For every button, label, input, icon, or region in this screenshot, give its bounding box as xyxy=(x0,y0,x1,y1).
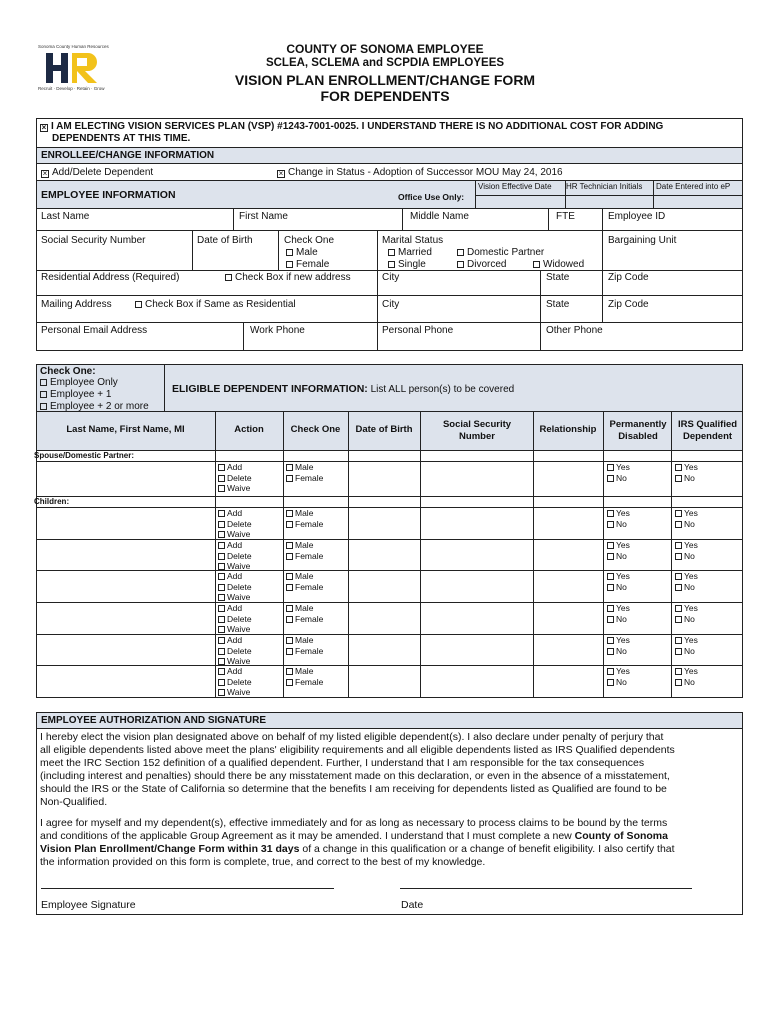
gender-check-label: Check One xyxy=(284,235,335,246)
dep1-gender-female[interactable]: Female xyxy=(286,519,323,529)
dep5-disabled-no-checkbox[interactable] xyxy=(607,648,614,655)
dep5-action-delete[interactable]: Delete xyxy=(218,646,252,656)
dep5-gender-male-checkbox[interactable] xyxy=(286,637,293,644)
dep3-disabled-no-checkbox[interactable] xyxy=(607,584,614,591)
dep3-disabled-yes[interactable]: Yes xyxy=(607,571,630,581)
dep5-ssn-field[interactable] xyxy=(421,635,532,665)
logo-tagline-top: Sonoma County Human Resources xyxy=(38,44,109,49)
dep3-action-add[interactable]: Add xyxy=(218,571,242,581)
mailing-city-field[interactable]: City xyxy=(382,299,400,310)
election-checkbox[interactable]: × xyxy=(41,123,47,132)
dep6-disabled-yes-checkbox[interactable] xyxy=(607,668,614,675)
dep0-action-add[interactable]: Add xyxy=(218,462,242,472)
marital-domestic-partner[interactable]: Domestic Partner xyxy=(457,247,544,259)
first-name-field[interactable]: First Name xyxy=(239,211,288,222)
dep3-disabled-yes-checkbox[interactable] xyxy=(607,573,614,580)
signature-label: Employee Signature xyxy=(41,899,136,911)
dep0-irs-qualified-yes[interactable]: Yes xyxy=(675,462,698,472)
signature-line[interactable] xyxy=(41,888,334,889)
dep2-irs-qualified-no[interactable]: No xyxy=(675,551,695,561)
office-col-1: Vision Effective Date xyxy=(478,182,552,191)
new-address-option[interactable]: Check Box if new address xyxy=(225,272,351,284)
dep6-disabled-no[interactable]: No xyxy=(607,677,627,687)
dep6-irs-qualified-yes[interactable]: Yes xyxy=(675,666,698,676)
dep5-action-waive[interactable]: Waive xyxy=(218,656,250,666)
dep0-action-delete[interactable]: Delete xyxy=(218,473,252,483)
dep6-dob-field[interactable] xyxy=(349,666,419,696)
dep3-gender-male-checkbox[interactable] xyxy=(286,573,293,580)
bargaining-unit-field[interactable]: Bargaining Unit xyxy=(608,235,677,246)
dep0-gender-female[interactable]: Female xyxy=(286,473,323,483)
residential-city-field[interactable]: City xyxy=(382,272,400,283)
dep4-gender-male[interactable]: Male xyxy=(286,603,313,613)
dep4-dob-field[interactable] xyxy=(349,603,419,633)
dep6-gender-male[interactable]: Male xyxy=(286,666,313,676)
election-text-1: I AM ELECTING VISION SERVICES PLAN (VSP) #1243-7001-0025. I UNDERSTAND THERE IS NO ADDITIONAL COST FOR ADDING xyxy=(51,121,664,132)
dep3-action-waive-checkbox[interactable] xyxy=(218,594,225,601)
dep0-disabled-no[interactable]: No xyxy=(607,473,627,483)
other-phone-field[interactable]: Other Phone xyxy=(546,325,603,336)
dep3-dob-field[interactable] xyxy=(349,571,419,601)
page-subtitle: FOR DEPENDENTS xyxy=(320,88,450,104)
dep3-irs-qualified-no[interactable]: No xyxy=(675,582,695,592)
marital-divorced[interactable]: Divorced xyxy=(457,259,506,271)
dep3-action-delete[interactable]: Delete xyxy=(218,582,252,592)
residential-state-field[interactable]: State xyxy=(546,272,570,283)
page-title: VISION PLAN ENROLLMENT/CHANGE FORM xyxy=(234,72,536,88)
dep5-disabled-no[interactable]: No xyxy=(607,646,627,656)
gender-female[interactable]: Female xyxy=(286,259,329,271)
personal-phone-field[interactable]: Personal Phone xyxy=(382,325,454,336)
office-col-3: Date Entered into eP xyxy=(656,182,731,191)
female-checkbox[interactable] xyxy=(286,261,293,268)
dep1-action-add-checkbox[interactable] xyxy=(218,510,225,517)
dep0-name-field[interactable] xyxy=(37,462,214,492)
residential-address-field[interactable]: Residential Address (Required) xyxy=(41,272,180,283)
add-delete-checkbox[interactable]: × xyxy=(42,169,48,178)
dep6-irs-qualified-no-checkbox[interactable] xyxy=(675,679,682,686)
dep4-action-add-checkbox[interactable] xyxy=(218,605,225,612)
add-delete-option[interactable]: × Add/Delete Dependent xyxy=(42,167,154,178)
col-name: Last Name, First Name, MI xyxy=(66,424,185,435)
dep4-irs-qualified-no-checkbox[interactable] xyxy=(675,616,682,623)
dep0-irs-qualified-no[interactable]: No xyxy=(675,473,695,483)
dep2-irs-qualified-yes[interactable]: Yes xyxy=(675,540,698,550)
dep6-action-waive-checkbox[interactable] xyxy=(218,689,225,696)
date-label: Date xyxy=(401,899,424,911)
mailing-address-field[interactable]: Mailing Address xyxy=(41,299,112,310)
dep1-gender-male[interactable]: Male xyxy=(286,508,313,518)
marital-married[interactable]: Married xyxy=(388,247,432,259)
dep6-gender-female[interactable]: Female xyxy=(286,677,323,687)
dep4-irs-qualified-no[interactable]: No xyxy=(675,614,695,624)
dep4-disabled-no[interactable]: No xyxy=(607,614,627,624)
col-disabled: Permanently Disabled xyxy=(609,419,667,442)
dep0-gender-female-checkbox[interactable] xyxy=(286,475,293,482)
dep1-dob-field[interactable] xyxy=(349,508,419,538)
dep3-irs-qualified-yes[interactable]: Yes xyxy=(675,571,698,581)
dep1-irs-qualified-no[interactable]: No xyxy=(675,519,695,529)
dep1-name-field[interactable] xyxy=(37,508,214,538)
dep6-irs-qualified-yes-checkbox[interactable] xyxy=(675,668,682,675)
marital-status-label: Marital Status xyxy=(382,235,444,246)
dep4-action-add[interactable]: Add xyxy=(218,603,242,613)
dep0-ssn-field[interactable] xyxy=(421,462,532,492)
dep1-irs-qualified-yes-checkbox[interactable] xyxy=(675,510,682,517)
email-field[interactable]: Personal Email Address xyxy=(41,325,148,336)
dep5-irs-qualified-yes[interactable]: Yes xyxy=(675,635,698,645)
dep2-disabled-no-checkbox[interactable] xyxy=(607,553,614,560)
same-as-residential-option[interactable]: Check Box if Same as Residential xyxy=(135,299,296,311)
dep5-relationship-field[interactable] xyxy=(534,635,602,665)
employee-info-title: EMPLOYEE INFORMATION xyxy=(41,189,176,201)
dep6-gender-male-checkbox[interactable] xyxy=(286,668,293,675)
dep0-relationship-field[interactable] xyxy=(534,462,602,492)
dep5-action-waive-checkbox[interactable] xyxy=(218,658,225,665)
dep5-name-field[interactable] xyxy=(37,635,214,665)
dep0-gender-male-checkbox[interactable] xyxy=(286,464,293,471)
col-action: Action xyxy=(234,424,264,435)
coverage-employee-plus-one[interactable]: Employee + 1 xyxy=(40,389,111,401)
coverage-employee-only[interactable]: Employee Only xyxy=(40,377,118,389)
dep0-irs-qualified-yes-checkbox[interactable] xyxy=(675,464,682,471)
dep1-disabled-no-checkbox[interactable] xyxy=(607,521,614,528)
divorced-checkbox[interactable] xyxy=(457,261,464,268)
dep3-irs-qualified-no-checkbox[interactable] xyxy=(675,584,682,591)
dep5-gender-female[interactable]: Female xyxy=(286,646,323,656)
dep4-ssn-field[interactable] xyxy=(421,603,532,633)
employee-only-checkbox[interactable] xyxy=(40,379,47,386)
dep2-irs-qualified-yes-checkbox[interactable] xyxy=(675,542,682,549)
dep6-irs-qualified-no[interactable]: No xyxy=(675,677,695,687)
dep6-action-delete[interactable]: Delete xyxy=(218,677,252,687)
dep3-gender-male[interactable]: Male xyxy=(286,571,313,581)
dep4-disabled-yes-checkbox[interactable] xyxy=(607,605,614,612)
dep1-action-delete-checkbox[interactable] xyxy=(218,521,225,528)
dep5-gender-male[interactable]: Male xyxy=(286,635,313,645)
employee-plus-two-checkbox[interactable] xyxy=(40,403,47,410)
residential-zip-field[interactable]: Zip Code xyxy=(608,272,649,283)
dep4-gender-male-checkbox[interactable] xyxy=(286,605,293,612)
mailing-zip-field[interactable]: Zip Code xyxy=(608,299,649,310)
dep1-irs-qualified-yes[interactable]: Yes xyxy=(675,508,698,518)
dep1-relationship-field[interactable] xyxy=(534,508,602,538)
change-status-checkbox[interactable]: × xyxy=(278,169,284,178)
dep3-name-field[interactable] xyxy=(37,571,214,601)
dep2-dob-field[interactable] xyxy=(349,540,419,570)
dep6-gender-female-checkbox[interactable] xyxy=(286,679,293,686)
dep2-action-delete[interactable]: Delete xyxy=(218,551,252,561)
male-checkbox[interactable] xyxy=(286,249,293,256)
dep4-action-delete[interactable]: Delete xyxy=(218,614,252,624)
dob-field[interactable]: Date of Birth xyxy=(197,235,253,246)
dep2-action-add[interactable]: Add xyxy=(218,540,242,550)
dep6-disabled-no-checkbox[interactable] xyxy=(607,679,614,686)
dep2-gender-female[interactable]: Female xyxy=(286,551,323,561)
fte-field[interactable]: FTE xyxy=(556,211,575,222)
col-ssn: Social Security Number xyxy=(442,419,512,442)
dep1-disabled-yes-checkbox[interactable] xyxy=(607,510,614,517)
dep6-name-field[interactable] xyxy=(37,666,214,696)
dep4-irs-qualified-yes[interactable]: Yes xyxy=(675,603,698,613)
new-address-checkbox[interactable] xyxy=(225,274,232,281)
dep1-gender-male-checkbox[interactable] xyxy=(286,510,293,517)
dep5-action-add[interactable]: Add xyxy=(218,635,242,645)
dep4-name-field[interactable] xyxy=(37,603,214,633)
dep2-action-waive[interactable]: Waive xyxy=(218,561,250,571)
dep1-gender-female-checkbox[interactable] xyxy=(286,521,293,528)
dep4-action-waive[interactable]: Waive xyxy=(218,624,250,634)
dep4-disabled-no-checkbox[interactable] xyxy=(607,616,614,623)
single-checkbox[interactable] xyxy=(388,261,395,268)
dep2-ssn-field[interactable] xyxy=(421,540,532,570)
election-text-2: DEPENDENTS AT THIS TIME. xyxy=(52,133,191,144)
dep2-relationship-field[interactable] xyxy=(534,540,602,570)
dep4-relationship-field[interactable] xyxy=(534,603,602,633)
dep1-action-add[interactable]: Add xyxy=(218,508,242,518)
dep5-irs-qualified-yes-checkbox[interactable] xyxy=(675,637,682,644)
dep0-dob-field[interactable] xyxy=(349,462,419,492)
dep5-irs-qualified-no[interactable]: No xyxy=(675,646,695,656)
authorization-paragraph-1: I hereby elect the vision plan designated above on behalf of my listed eligible dependent(s). I also declare under penalty of perjury that all eligible dependents listed above meet the plans' eligibility requirements and all eligible dependents listed as IRS Qualified dependents meet the IRC Section 152 definition of a qualified dependent. Further, I understand that I am responsible for the tax consequences (including interest and penalties) should there be any misstatement made on this declaration, or even in the absence of a misstatement, should the IRS or the State of California so determine that the benefits I am receiving for dependents listed as Qualified are found to be Non-Qualified. xyxy=(40,731,675,808)
dep0-action-waive-checkbox[interactable] xyxy=(218,485,225,492)
dep3-disabled-no[interactable]: No xyxy=(607,582,627,592)
work-phone-field[interactable]: Work Phone xyxy=(250,325,305,336)
dep3-action-add-checkbox[interactable] xyxy=(218,573,225,580)
coverage-check-label: Check One: xyxy=(40,366,96,377)
logo-tagline-bottom: Recruit · Develop · Retain · Grow xyxy=(38,86,105,91)
middle-name-field[interactable]: Middle Name xyxy=(410,211,469,222)
dep6-action-add-checkbox[interactable] xyxy=(218,668,225,675)
header-line1: COUNTY OF SONOMA EMPLOYEE xyxy=(286,42,484,56)
dep3-irs-qualified-yes-checkbox[interactable] xyxy=(675,573,682,580)
dep3-gender-female[interactable]: Female xyxy=(286,582,323,592)
dep2-gender-male[interactable]: Male xyxy=(286,540,313,550)
enrollee-section-title: ENROLLEE/CHANGE INFORMATION xyxy=(41,150,215,161)
dep4-gender-female[interactable]: Female xyxy=(286,614,323,624)
header-line2: SCLEA, SCLEMA and SCPDIA EMPLOYEES xyxy=(265,57,505,69)
dep0-disabled-no-checkbox[interactable] xyxy=(607,475,614,482)
dep6-disabled-yes[interactable]: Yes xyxy=(607,666,630,676)
dep3-action-delete-checkbox[interactable] xyxy=(218,584,225,591)
marital-single[interactable]: Single xyxy=(388,259,426,271)
dep3-ssn-field[interactable] xyxy=(421,571,532,601)
dep4-gender-female-checkbox[interactable] xyxy=(286,616,293,623)
dep6-action-waive[interactable]: Waive xyxy=(218,687,250,697)
dep1-action-delete[interactable]: Delete xyxy=(218,519,252,529)
col-irs-qualified: IRS Qualified Dependent xyxy=(677,419,738,442)
dep0-action-waive[interactable]: Waive xyxy=(218,483,250,493)
employee-id-field[interactable]: Employee ID xyxy=(608,211,666,222)
dep0-gender-male[interactable]: Male xyxy=(286,462,313,472)
dep4-irs-qualified-yes-checkbox[interactable] xyxy=(675,605,682,612)
dep1-disabled-yes[interactable]: Yes xyxy=(607,508,630,518)
change-status-option[interactable]: × Change in Status - Adoption of Successor MOU May 24, 2016 xyxy=(278,167,563,178)
dep5-action-delete-checkbox[interactable] xyxy=(218,648,225,655)
dep3-gender-female-checkbox[interactable] xyxy=(286,584,293,591)
vision-effective-date-field[interactable] xyxy=(476,196,564,207)
col-dob: Date of Birth xyxy=(355,424,413,435)
dep1-irs-qualified-no-checkbox[interactable] xyxy=(675,521,682,528)
mailing-state-field[interactable]: State xyxy=(546,299,570,310)
dep2-irs-qualified-no-checkbox[interactable] xyxy=(675,553,682,560)
dep1-ssn-field[interactable] xyxy=(421,508,532,538)
dep2-gender-female-checkbox[interactable] xyxy=(286,553,293,560)
same-as-residential-checkbox[interactable] xyxy=(135,301,142,308)
gender-male[interactable]: Male xyxy=(286,247,318,259)
authorization-paragraph-2: I agree for myself and my dependent(s), effective immediately and for as long as necessary to process claims to be bound by the terms and conditions of the applicable Group Agreement as it may be amended. I understand that I must complete a new County of Sonoma Vision Plan Enrollment/Change Form within 31 days of a change in this qualification or a change of benefit eligibility. I also certify that the information provided on this form is complete, true, and correct to the best of my knowledge. xyxy=(40,817,675,868)
dep2-action-add-checkbox[interactable] xyxy=(218,542,225,549)
domestic-partner-checkbox[interactable] xyxy=(457,249,464,256)
col-relationship: Relationship xyxy=(539,424,597,435)
office-use-label: Office Use Only: xyxy=(398,192,465,202)
dep0-action-add-checkbox[interactable] xyxy=(218,464,225,471)
dep0-disabled-yes[interactable]: Yes xyxy=(607,462,630,472)
dep2-gender-male-checkbox[interactable] xyxy=(286,542,293,549)
hr-initials-field[interactable] xyxy=(566,196,652,207)
dep5-action-add-checkbox[interactable] xyxy=(218,637,225,644)
dep6-relationship-field[interactable] xyxy=(534,666,602,696)
employee-plus-one-checkbox[interactable] xyxy=(40,391,47,398)
dep3-relationship-field[interactable] xyxy=(534,571,602,601)
date-entered-field[interactable] xyxy=(654,196,742,207)
dep0-disabled-yes-checkbox[interactable] xyxy=(607,464,614,471)
dep6-action-add[interactable]: Add xyxy=(218,666,242,676)
dep3-action-waive[interactable]: Waive xyxy=(218,592,250,602)
children-label-separator xyxy=(36,496,743,497)
dep2-name-field[interactable] xyxy=(37,540,214,570)
dep1-disabled-no[interactable]: No xyxy=(607,519,627,529)
dep2-disabled-yes[interactable]: Yes xyxy=(607,540,630,550)
spouse-label: Spouse/Domestic Partner: xyxy=(34,451,135,460)
marital-widowed[interactable]: Widowed xyxy=(533,259,584,271)
dep5-disabled-yes-checkbox[interactable] xyxy=(607,637,614,644)
dep2-action-delete-checkbox[interactable] xyxy=(218,553,225,560)
dep2-disabled-no[interactable]: No xyxy=(607,551,627,561)
office-col-2: HR Technician Initials xyxy=(566,182,643,191)
dep0-irs-qualified-no-checkbox[interactable] xyxy=(675,475,682,482)
coverage-employee-plus-two[interactable]: Employee + 2 or more xyxy=(40,401,149,413)
widowed-checkbox[interactable] xyxy=(533,261,540,268)
dep5-disabled-yes[interactable]: Yes xyxy=(607,635,630,645)
dep4-action-delete-checkbox[interactable] xyxy=(218,616,225,623)
dep5-irs-qualified-no-checkbox[interactable] xyxy=(675,648,682,655)
dep2-disabled-yes-checkbox[interactable] xyxy=(607,542,614,549)
dep4-action-waive-checkbox[interactable] xyxy=(218,626,225,633)
date-line[interactable] xyxy=(400,888,692,889)
col-gender: Check One xyxy=(290,424,341,435)
dep5-dob-field[interactable] xyxy=(349,635,419,665)
dep6-ssn-field[interactable] xyxy=(421,666,532,696)
dep5-gender-female-checkbox[interactable] xyxy=(286,648,293,655)
dep1-action-waive-checkbox[interactable] xyxy=(218,531,225,538)
married-checkbox[interactable] xyxy=(388,249,395,256)
dep4-disabled-yes[interactable]: Yes xyxy=(607,603,630,613)
dependent-section-title: ELIGIBLE DEPENDENT INFORMATION: List ALL person(s) to be covered xyxy=(172,383,515,395)
dep2-action-waive-checkbox[interactable] xyxy=(218,563,225,570)
dep1-action-waive[interactable]: Waive xyxy=(218,529,250,539)
authorization-title: EMPLOYEE AUTHORIZATION AND SIGNATURE xyxy=(41,715,266,726)
children-label: Children: xyxy=(34,497,70,506)
ssn-field[interactable]: Social Security Number xyxy=(41,235,146,246)
last-name-field[interactable]: Last Name xyxy=(41,211,90,222)
dep0-action-delete-checkbox[interactable] xyxy=(218,475,225,482)
dep6-action-delete-checkbox[interactable] xyxy=(218,679,225,686)
